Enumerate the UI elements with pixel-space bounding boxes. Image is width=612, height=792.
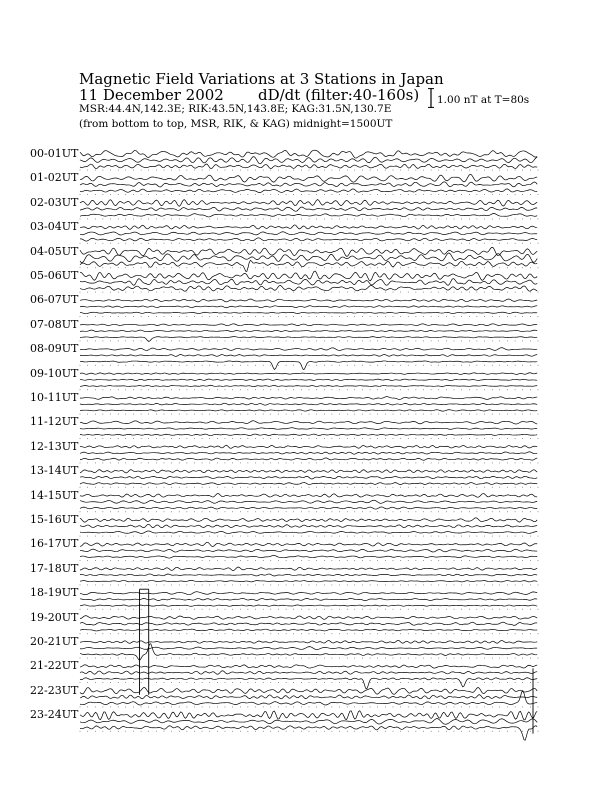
trace-kag-14-15ut bbox=[80, 493, 537, 497]
trace-kag-16-17ut bbox=[80, 542, 537, 546]
trace-rik-10-11ut bbox=[80, 403, 537, 405]
hour-label: 01-02UT bbox=[30, 171, 79, 185]
hour-label: 04-05UT bbox=[30, 244, 79, 258]
minute-ticks bbox=[80, 584, 538, 585]
minute-ticks bbox=[80, 414, 538, 415]
trace-kag-11-12ut bbox=[80, 421, 537, 424]
trace-msr-16-17ut bbox=[80, 555, 537, 558]
hour-label: 07-08UT bbox=[30, 317, 79, 331]
minute-ticks bbox=[80, 389, 538, 390]
hour-label: 00-01UT bbox=[30, 147, 79, 160]
trace-msr-05-06ut bbox=[80, 285, 537, 291]
minute-ticks bbox=[80, 218, 538, 219]
trace-msr-10-11ut bbox=[80, 410, 537, 411]
trace-rik-17-18ut bbox=[80, 574, 537, 576]
trace-kag-05-06ut bbox=[80, 271, 537, 281]
trace-rik-23-24ut bbox=[80, 719, 537, 725]
trace-rik-16-17ut bbox=[80, 549, 537, 552]
trace-kag-00-01ut bbox=[80, 150, 537, 158]
minute-ticks bbox=[80, 194, 538, 195]
trace-kag-23-24ut bbox=[80, 711, 537, 720]
trace-msr-09-10ut bbox=[80, 385, 537, 386]
hour-label: 08-09UT bbox=[30, 342, 79, 356]
trace-kag-04-05ut bbox=[80, 247, 537, 256]
trace-rik-04-05ut bbox=[80, 253, 537, 263]
minute-ticks bbox=[80, 462, 538, 463]
trace-msr-03-04ut bbox=[80, 238, 537, 241]
trace-rik-09-10ut bbox=[80, 379, 537, 380]
trace-kag-15-16ut bbox=[80, 518, 537, 522]
hour-label: 02-03UT bbox=[30, 195, 79, 209]
hour-label: 13-14UT bbox=[30, 464, 79, 478]
hour-label: 17-18UT bbox=[30, 561, 79, 575]
minute-ticks bbox=[80, 487, 538, 488]
trace-msr-04-05ut bbox=[80, 260, 537, 271]
minute-ticks bbox=[80, 267, 538, 268]
scale-label: 1.00 nT at T=80s bbox=[437, 94, 530, 106]
trace-rik-05-06ut bbox=[80, 279, 537, 286]
trace-kag-17-18ut bbox=[80, 567, 537, 570]
trace-msr-00-01ut bbox=[80, 164, 537, 169]
trace-rik-12-13ut bbox=[80, 452, 537, 454]
trace-rik-22-23ut bbox=[80, 695, 537, 699]
trace-rik-08-09ut bbox=[80, 355, 537, 357]
station-coords: MSR:44.4N,142.3E; RIK:43.5N,143.8E; KAG:31.5N,130.7E bbox=[79, 103, 392, 115]
trace-kag-02-03ut bbox=[80, 200, 537, 207]
trace-rik-11-12ut bbox=[80, 428, 537, 430]
trace-rik-07-08ut bbox=[80, 330, 537, 332]
trace-msr-12-13ut bbox=[80, 458, 537, 460]
minute-ticks bbox=[80, 292, 538, 293]
minute-ticks bbox=[80, 706, 538, 707]
trace-kag-01-02ut bbox=[80, 174, 537, 182]
trace-rik-02-03ut bbox=[80, 207, 537, 211]
trace-rik-01-02ut bbox=[80, 182, 537, 187]
minute-ticks bbox=[80, 438, 538, 439]
hour-label: 22-23UT bbox=[30, 683, 79, 697]
trace-msr-14-15ut bbox=[80, 507, 537, 509]
trace-kag-03-04ut bbox=[80, 225, 537, 229]
trace-rik-13-14ut bbox=[80, 476, 537, 479]
hour-label: 09-10UT bbox=[30, 366, 79, 380]
minute-ticks bbox=[80, 731, 538, 732]
minute-ticks bbox=[80, 340, 538, 341]
minute-ticks bbox=[80, 316, 538, 317]
minute-ticks bbox=[80, 365, 538, 366]
hour-label: 05-06UT bbox=[30, 269, 79, 282]
minute-ticks bbox=[80, 170, 538, 171]
trace-rik-06-07ut bbox=[80, 306, 537, 308]
minute-ticks bbox=[80, 536, 538, 537]
hour-label: 21-22UT bbox=[30, 659, 79, 673]
component-label: dD/dt (filter:40-160s) bbox=[258, 86, 420, 104]
trace-rik-14-15ut bbox=[80, 500, 537, 503]
hour-label: 12-13UT bbox=[30, 439, 79, 453]
hour-label: 23-24UT bbox=[30, 708, 79, 722]
trace-msr-02-03ut bbox=[80, 213, 537, 216]
minute-ticks bbox=[80, 511, 538, 512]
trace-msr-15-16ut bbox=[80, 531, 537, 534]
minute-ticks bbox=[80, 560, 538, 561]
trace-kag-08-09ut bbox=[80, 348, 537, 351]
trace-rik-03-04ut bbox=[80, 232, 537, 235]
hour-label: 03-04UT bbox=[30, 220, 79, 234]
hour-label: 15-16UT bbox=[30, 513, 79, 526]
trace-kag-06-07ut bbox=[80, 299, 537, 302]
trace-msr-13-14ut bbox=[80, 483, 537, 485]
trace-msr-23-24ut bbox=[80, 726, 537, 740]
minute-ticks bbox=[80, 243, 538, 244]
hour-label: 20-21UT bbox=[30, 635, 79, 648]
date-label: 11 December 2002 bbox=[79, 86, 224, 104]
hour-label: 14-15UT bbox=[30, 488, 79, 502]
trace-kag-07-08ut bbox=[80, 324, 537, 326]
trace-msr-11-12ut bbox=[80, 434, 537, 436]
hour-label: 19-20UT bbox=[30, 610, 79, 624]
trace-kag-10-11ut bbox=[80, 397, 537, 400]
hour-label: 16-17UT bbox=[30, 537, 79, 551]
trace-kag-09-10ut bbox=[80, 373, 537, 375]
hour-label: 10-11UT bbox=[30, 391, 79, 404]
trace-msr-01-02ut bbox=[80, 189, 537, 193]
trace-rik-15-16ut bbox=[80, 524, 537, 528]
hour-label: 11-12UT bbox=[30, 415, 79, 429]
hour-label: 18-19UT bbox=[30, 586, 79, 600]
hour-label: 06-07UT bbox=[30, 293, 79, 307]
trace-kag-13-14ut bbox=[80, 470, 537, 473]
chart-title: Magnetic Field Variations at 3 Stations in Japan bbox=[79, 70, 444, 88]
trace-msr-06-07ut bbox=[80, 312, 537, 313]
trace-kag-12-13ut bbox=[80, 445, 537, 448]
trace-msr-17-18ut bbox=[80, 580, 537, 582]
station-order-note: (from bottom to top, MSR, RIK, & KAG) midnight=1500UT bbox=[79, 118, 393, 130]
